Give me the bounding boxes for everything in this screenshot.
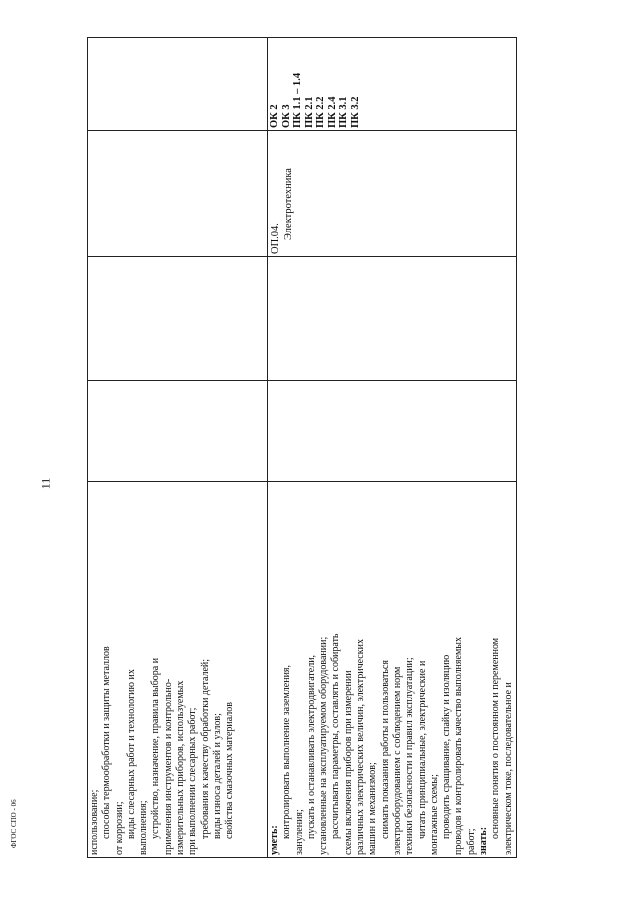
text-line: различных электрических величин, электрических [355, 639, 367, 855]
discipline-name: Электротехника [283, 168, 294, 240]
text-line: установленные на эксплуатируемом оборудовании; [318, 636, 330, 855]
text-line: знать: [478, 826, 490, 855]
table-row [88, 38, 268, 858]
text-line: способы термообработки и защиты металлов [101, 646, 113, 839]
competency-code: ПК 2.4 [326, 96, 338, 128]
competency-code: ПК 3.1 [338, 96, 349, 128]
text-line: виды износа деталей и узлов; [211, 713, 223, 839]
competency-code: ПК 2.2 [315, 96, 326, 128]
competency-code: ПК 3.2 [349, 96, 361, 128]
empty-cell [88, 381, 268, 482]
text-line: проводов и контролировать качество выполняемых [453, 637, 465, 855]
text-line: пускать и останавливать электродвигатели, [305, 654, 317, 839]
text-line: машин и механизмов; [367, 762, 379, 855]
text-line: основные понятия о постоянном и переменном [490, 637, 502, 839]
text-line: от коррозии; [113, 801, 125, 855]
text-line: проводить сращивание, спайку и изоляцию [441, 654, 453, 839]
text-line: техники безопасности и правил эксплуатации; [404, 657, 416, 855]
table-row [268, 38, 517, 858]
text-line: при выполнении слесарных работ; [187, 707, 199, 855]
text-line: электрическом токе, последовательное и [502, 682, 514, 855]
competency-code: ОК 3 [280, 104, 292, 128]
empty-cell [88, 257, 268, 381]
competency-codes [269, 40, 361, 128]
text-line: свойства смазочных материалов [224, 702, 236, 839]
text-line: применения инструментов и контрольно- [162, 678, 174, 855]
text-line: читать принципиальные, электрические и [416, 660, 428, 839]
requirements-text [269, 484, 515, 855]
text-line: контролировать выполнение заземления, [281, 664, 293, 839]
empty-cell [88, 38, 268, 131]
text-line: схемы включения приборов при измерении [342, 670, 354, 855]
text-line: работ; [465, 828, 477, 855]
curriculum-table [87, 37, 517, 858]
page-number: 11 [38, 477, 53, 490]
competency-code: ОК 2 [269, 104, 280, 128]
text-line: зануления; [293, 809, 305, 855]
requirements-text [89, 484, 237, 855]
text-line: выполнения; [138, 800, 150, 855]
rotated-table-container [87, 63, 514, 858]
text-line: монтажные схемы; [428, 774, 440, 855]
text-line: снимать показания работы и пользоваться [379, 660, 391, 839]
footer-label: ФГОС СПО - 06 [10, 799, 18, 848]
empty-cell [268, 381, 517, 482]
text-line: использование; [89, 789, 100, 855]
text-line: устройство, назначение, правила выбора и [150, 657, 162, 839]
text-line: уметь: [269, 825, 280, 855]
empty-cell [88, 131, 268, 257]
competency-cell [268, 38, 517, 131]
discipline-cell [268, 131, 517, 257]
text-line: электрооборудованием с соблюдением норм [391, 666, 403, 855]
empty-cell [268, 257, 517, 381]
text-line: требования к качеству обработки деталей; [199, 658, 211, 839]
text-line: виды слесарных работ и технологию их [125, 669, 137, 839]
text-line: измерительных приборов, используемых [175, 680, 187, 855]
requirements-cell-bottom [268, 482, 517, 858]
discipline-code: ОП.04. [270, 223, 281, 254]
competency-code: ПК 2.1 [303, 96, 315, 128]
competency-code: ПК 1.1 – 1.4 [292, 72, 303, 128]
requirements-cell-top [88, 482, 268, 858]
text-line: рассчитывать параметры, составлять и собирать [330, 633, 342, 839]
